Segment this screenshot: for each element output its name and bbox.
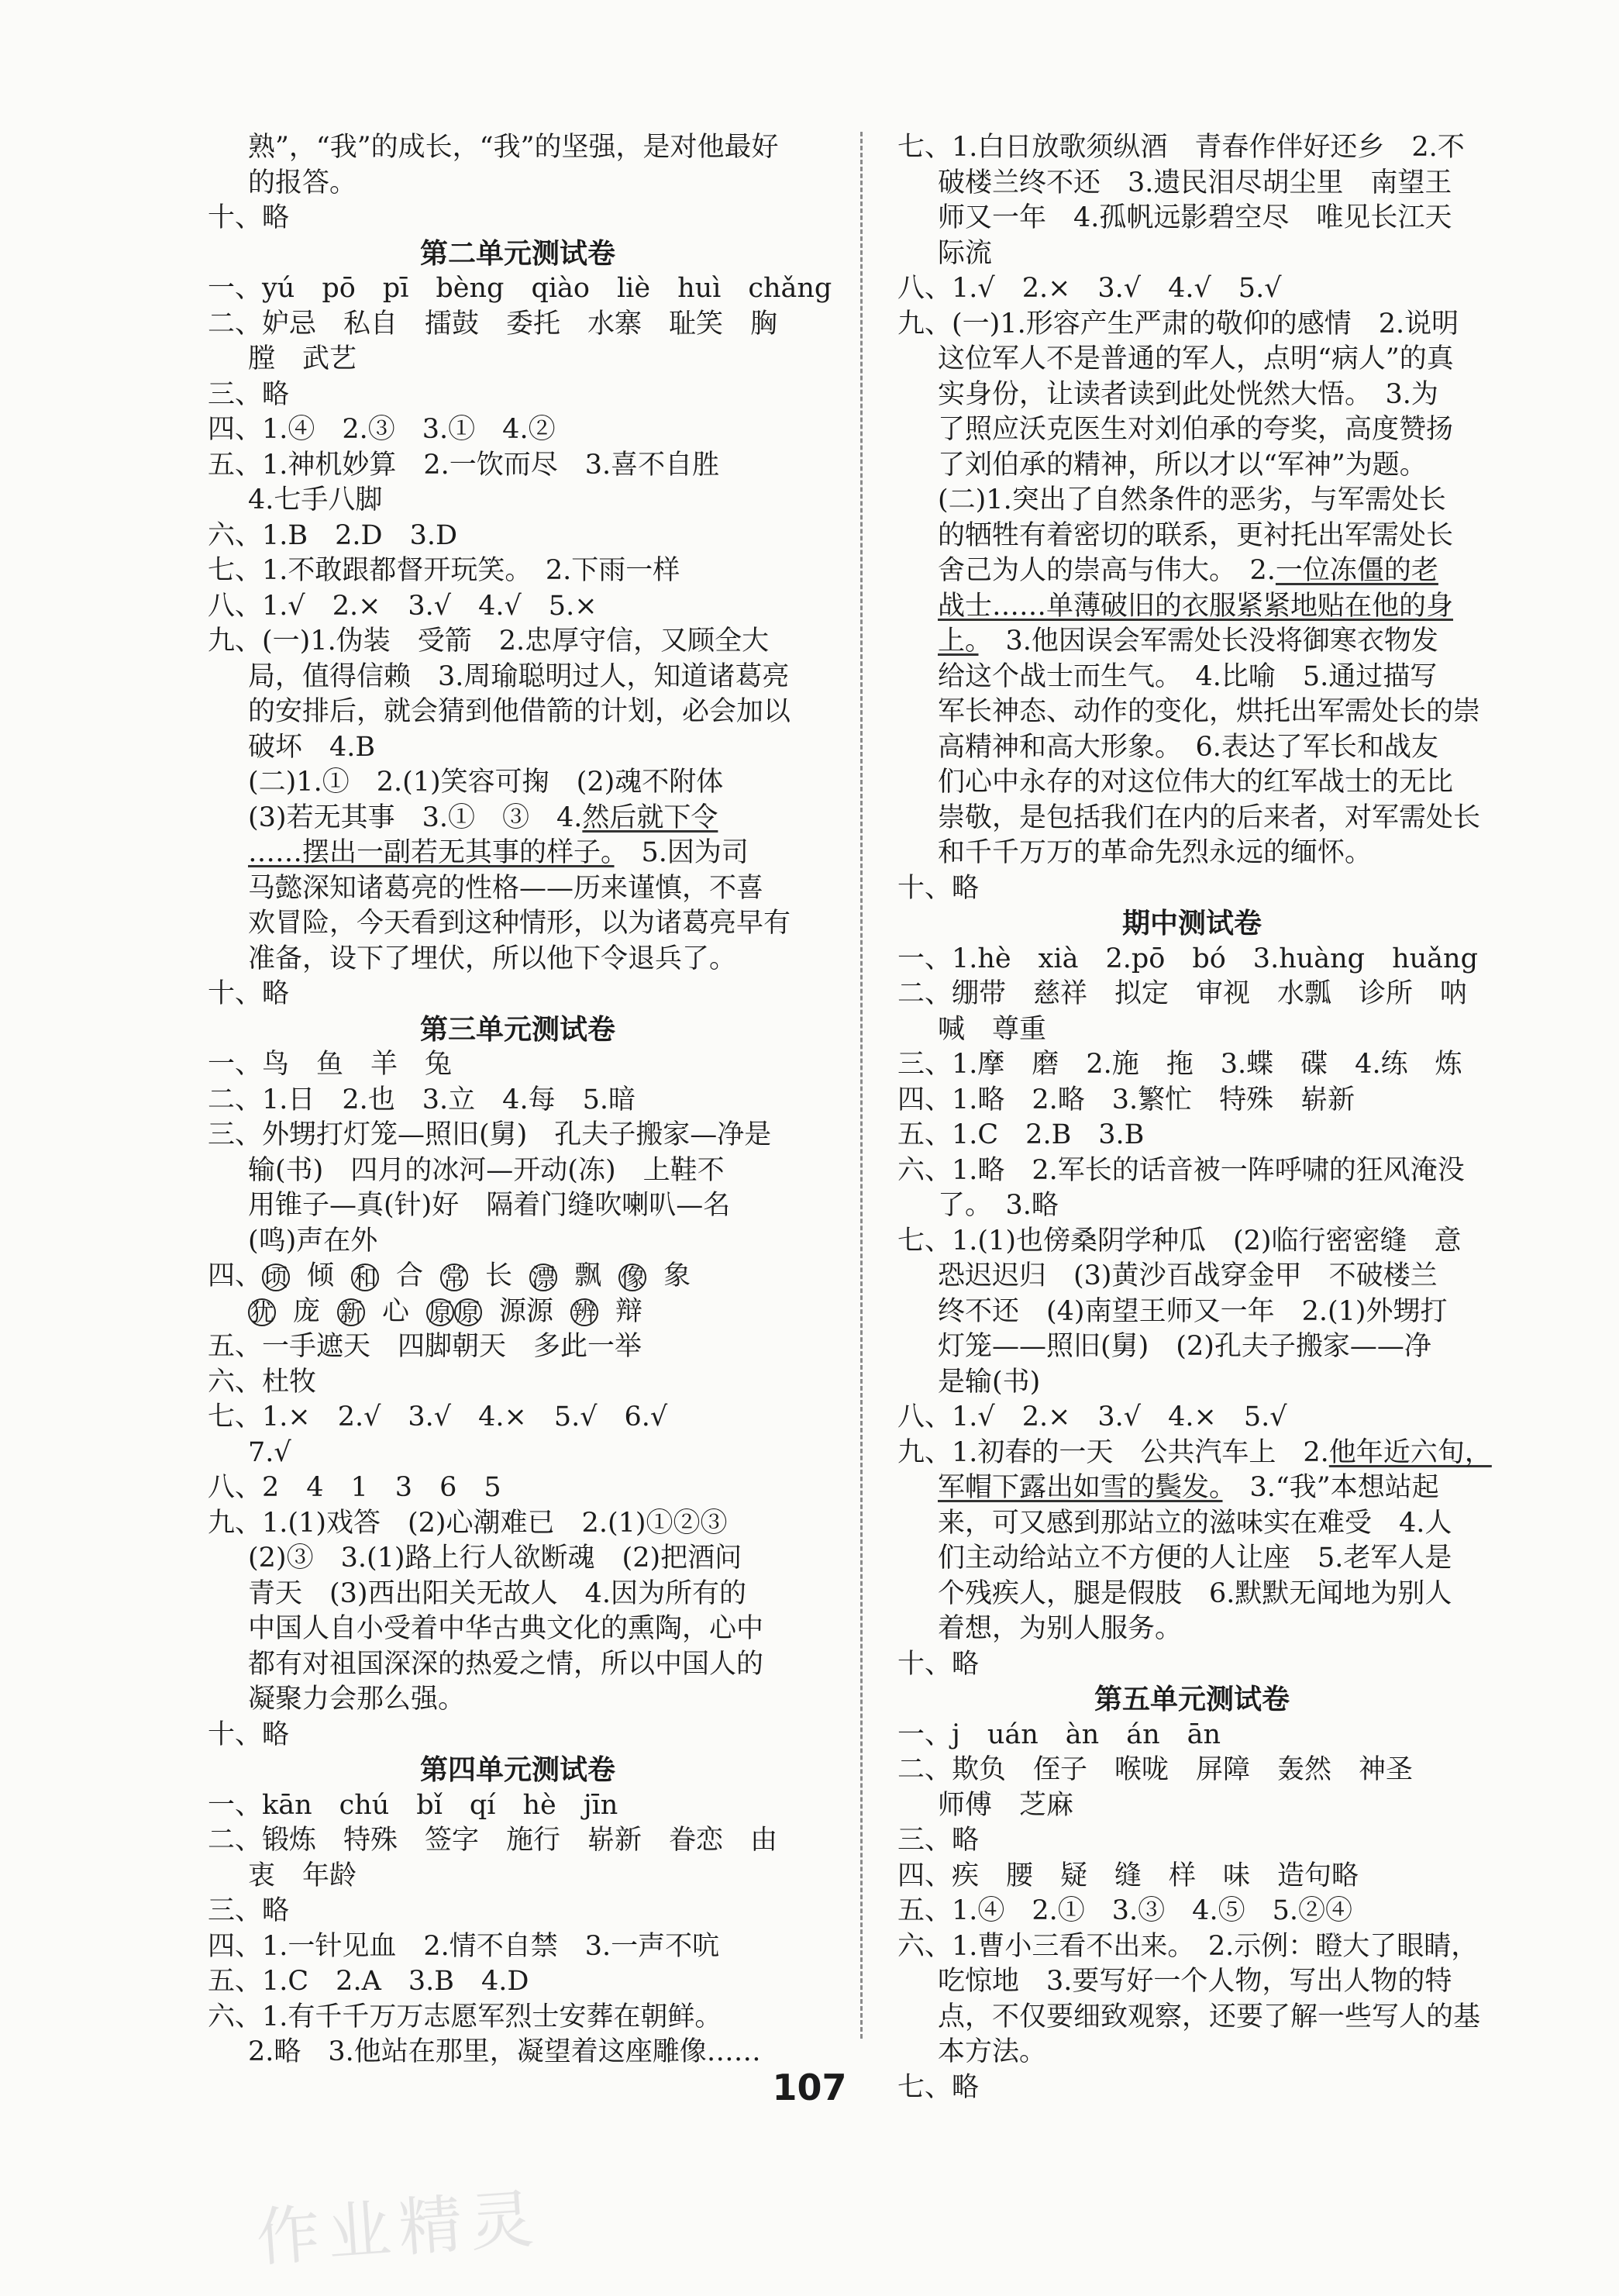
answer-line: 中国人自小受着中华古典文化的熏陶，心中: [248, 1613, 764, 1644]
answer-line: 十、略: [208, 978, 290, 1009]
right-column: [897, 130, 1492, 2105]
circled-word: [618, 1260, 646, 1291]
answer-line: 一、kān chú bǐ qí hè jīn: [208, 1789, 618, 1821]
circled-word: [351, 1260, 379, 1291]
answer-line: 九、1.初春的一天 公共汽车上 2.他年近六旬，: [897, 1436, 1492, 1468]
answer-line: 灯笼——照旧(舅) (2)孔夫子搬家——净: [938, 1331, 1431, 1362]
watermark: 作业精灵: [253, 2182, 544, 2276]
answer-line: 五、1.④ 2.① 3.③ 4.⑤ 5.②④: [897, 1895, 1352, 1926]
circled-word: [529, 1260, 557, 1291]
answer-line: 衷 年龄: [248, 1860, 357, 1891]
answer-line: 来，可又感到那站立的滋味实在难受 4.人: [938, 1507, 1452, 1539]
answer-line: 个残疾人，腿是假肢 6.默默无闻地为别人: [938, 1577, 1452, 1609]
answer-line: 三、略: [208, 1895, 290, 1926]
circled-character: 常: [440, 1263, 468, 1291]
circled-character: 辨: [570, 1298, 598, 1326]
answer-line: 五、1.神机妙算 2.一饮而尽 3.喜不自胜: [208, 449, 720, 481]
plain-word: 飘: [574, 1260, 602, 1291]
answer-line: 点，不仅要细致观察，还要了解一些写人的基: [938, 2001, 1481, 2032]
answer-line: 是输(书): [938, 1366, 1041, 1398]
answer-line: 本方法。: [938, 2036, 1047, 2067]
circled-character: 犹: [248, 1298, 276, 1326]
answer-line: 八、2 4 1 3 6 5: [208, 1472, 501, 1503]
answer-line: (二)1.① 2.(1)笑容可掬 (2)魂不附体: [248, 767, 724, 798]
answer-line: 恐迟迟归 (3)黄沙百战穿金甲 不破楼兰: [938, 1260, 1438, 1291]
answer-line: 七、略: [897, 2071, 980, 2103]
answer-line: ……摆出一副若无其事的样子。 5.因为司: [248, 837, 749, 868]
answer-line: 舍己为人的崇高与伟大。 2.一位冻僵的老: [938, 555, 1438, 586]
answer-line: 都有对祖国深深的热爱之情，所以中国人的: [248, 1648, 764, 1680]
answer-line: 十、略: [208, 202, 290, 233]
answer-line: 二、欺负 侄子 喉咙 屏障 轰然 神圣: [897, 1754, 1414, 1785]
answer-line: 军长神态、动作的变化，烘托出军需处长的崇: [938, 696, 1481, 727]
circled-character: 和: [351, 1263, 379, 1291]
circled-character: 新: [337, 1298, 365, 1326]
answer-line: 五、1.C 2.A 3.B 4.D: [208, 1966, 529, 1997]
answer-line: 吃惊地 3.要写好一个人物，写出人物的特: [938, 1966, 1452, 1997]
answer-line: 输(书) 四月的冰河—开动(冻) 上鞋不: [248, 1154, 725, 1186]
answer-line: 4.七手八脚: [248, 484, 383, 515]
question-number: 四、: [208, 1260, 263, 1291]
answer-line: 四、1.④ 2.③ 3.① 4.②: [208, 414, 556, 445]
section-title: 第四单元测试卷: [419, 1753, 615, 1786]
circled-word: [426, 1296, 482, 1327]
answer-line: 七、1.白日放歌须纵酒 青春作伴好还乡 2.不: [897, 132, 1465, 163]
answer-line: 十、略: [897, 1648, 980, 1680]
circled-character: 顷: [262, 1263, 290, 1291]
section-title: 第二单元测试卷: [419, 236, 615, 270]
answer-line: 二、妒忌 私自 擂鼓 委托 水寨 耻笑 胸: [208, 308, 778, 340]
answer-line: 九、(一)1.形容产生严肃的敬仰的感情 2.说明: [897, 308, 1459, 340]
plain-word: 象: [663, 1260, 691, 1291]
answer-line: (3)若无其事 3.① ③ 4.然后就下令: [248, 802, 718, 833]
page-number: 107: [772, 2067, 847, 2108]
circled-character: 像: [618, 1263, 646, 1291]
answer-line: 高精神和高大形象。 6.表达了军长和战友: [938, 731, 1438, 763]
circled-answer-line: [208, 1259, 828, 1295]
plain-word: 合: [396, 1260, 424, 1291]
answer-line: 七、1.× 2.√ 3.√ 4.× 5.√ 6.√: [208, 1401, 668, 1432]
answer-line: 了刘伯承的精神，所以才以“军神”为题。: [938, 449, 1427, 481]
answer-line: 一、j uán àn án ān: [897, 1719, 1221, 1750]
answer-line: 六、1.B 2.D 3.D: [208, 519, 458, 551]
answer-line: 一、1.hè xià 2.pō bó 3.huàng huǎng: [897, 943, 1478, 974]
answer-line: 七、1.(1)也傍桑阴学种瓜 (2)临行密密缝 意: [897, 1225, 1462, 1257]
underlined-answer: 上。: [938, 626, 979, 657]
underlined-answer: 他年近六旬，: [1328, 1436, 1492, 1468]
answer-line: 这位军人不是普通的军人，点明“病人”的真: [938, 343, 1454, 374]
answer-line: 7.√: [248, 1436, 291, 1468]
circled-word: [570, 1296, 598, 1327]
answer-line: 师又一年 4.孤帆远影碧空尽 唯见长江天: [938, 202, 1452, 233]
answer-line: 二、锻炼 特殊 签字 施行 崭新 眷恋 由: [208, 1825, 778, 1856]
answer-line: 和千千万万的革命先烈永远的缅怀。: [938, 837, 1373, 868]
column-divider: [860, 132, 863, 2039]
underlined-answer: 战士……单薄破旧的衣服紧紧地贴在他的身: [938, 590, 1454, 622]
answer-line: 军帽下露出如雪的鬓发。 3.“我”本想站起: [938, 1472, 1439, 1503]
underlined-answer: ……摆出一副若无其事的样子。: [248, 837, 615, 868]
answer-line: 二、绷带 慈祥 拟定 审视 水瓢 诊所 呐: [897, 978, 1468, 1009]
answer-line: 2.略 3.他站在那里，凝望着这座雕像……: [248, 2036, 761, 2067]
plain-word: 倾: [307, 1260, 335, 1291]
section-title: 期中测试卷: [1121, 907, 1262, 939]
answer-line: 上。 3.他因误会军需处长没将御寒衣物发: [938, 626, 1438, 657]
answer-line: 六、杜牧: [208, 1366, 317, 1398]
underlined-answer: 军帽下露出如雪的鬓发。: [938, 1472, 1223, 1503]
answer-line: 凝聚力会那么强。: [248, 1684, 466, 1715]
answer-line: 用锥子—真(针)好 隔着门缝吹喇叭—名: [248, 1190, 731, 1221]
answer-line: 三、略: [897, 1825, 980, 1856]
plain-word: 庞: [293, 1295, 321, 1327]
section-title: 第五单元测试卷: [1094, 1683, 1290, 1715]
answer-line: 给这个战士而生气。 4.比喻 5.通过描写: [938, 660, 1438, 692]
circled-word: [248, 1296, 276, 1327]
answer-line: 六、1.有千千万万志愿军烈士安葬在朝鲜。: [208, 2001, 722, 2032]
answer-line: 一、鸟 鱼 羊 兔: [208, 1049, 453, 1080]
answer-line: 了照应沃克医生对刘伯承的夸奖，高度赞扬: [938, 414, 1454, 445]
answer-line: 四、疾 腰 疑 缝 样 味 造句略: [897, 1860, 1359, 1891]
answer-line: 十、略: [897, 872, 980, 904]
plain-word: 心: [382, 1295, 410, 1327]
answer-line: 准备，设下了埋伏，所以他下令退兵了。: [248, 943, 737, 974]
answer-line: 四、1.略 2.略 3.繁忙 特殊 崭新: [897, 1084, 1355, 1115]
answer-line: 十、略: [208, 1719, 290, 1750]
answer-line: (二)1.突出了自然条件的恶劣，与军需处长: [938, 484, 1446, 515]
answer-line: 欢冒险，今天看到这种情形，以为诸葛亮早有: [248, 908, 791, 939]
answer-line: 际流: [938, 237, 993, 269]
answer-line: 八、1.√ 2.× 3.√ 4.× 5.√: [897, 1401, 1287, 1432]
circled-word: [440, 1260, 468, 1291]
answer-line: 的牺牲有着密切的联系，更衬托出军需处长: [938, 519, 1454, 551]
answer-line: 实身份，让读者读到此处恍然大悟。 3.为: [938, 378, 1438, 410]
section-title: 第三单元测试卷: [419, 1012, 615, 1046]
answer-line: 终不还 (4)南望王师又一年 2.(1)外甥打: [938, 1295, 1448, 1327]
answer-line: 六、1.略 2.军长的话音被一阵呼啸的狂风淹没: [897, 1154, 1465, 1186]
answer-line: 喊 尊重: [938, 1013, 1047, 1045]
circled-word: [262, 1260, 290, 1291]
left-column: [208, 130, 832, 2070]
answer-line: 马懿深知诸葛亮的性格——历来谨慎，不喜: [248, 872, 764, 904]
answer-line: 三、1.摩 磨 2.施 拖 3.蝶 碟 4.练 炼: [897, 1049, 1462, 1080]
circled-answer-line: [208, 1295, 828, 1330]
underlined-answer: 一位冻僵的老: [1275, 555, 1438, 586]
answer-line: 三、外甥打灯笼—照旧(舅) 孔夫子搬家—净是: [208, 1119, 772, 1150]
answer-line: 的安排后，就会猜到他借箭的计划，必会加以: [248, 696, 791, 727]
answer-line: 师傅 芝麻: [938, 1789, 1074, 1821]
answer-line: (鸣)声在外: [248, 1225, 378, 1257]
answer-line: 八、1.√ 2.× 3.√ 4.√ 5.×: [208, 590, 598, 622]
answer-line: 熟”，“我”的成长，“我”的坚强，是对他最好: [248, 132, 779, 163]
answer-line: 膛 武艺: [248, 343, 357, 374]
answer-line: 四、1.一针见血 2.情不自禁 3.一声不吭: [208, 1930, 720, 1962]
answer-line: 破坏 4.B: [248, 731, 376, 763]
answer-line: 着想，为别人服务。: [938, 1613, 1183, 1644]
circled-character: 原: [426, 1298, 454, 1326]
answer-line: 局，值得信赖 3.周瑜聪明过人，知道诸葛亮: [248, 660, 790, 692]
answer-line: 五、一手遮天 四脚朝天 多此一举: [208, 1331, 642, 1362]
answer-line: 一、yú pō pī bèng qiào liè huì chǎng: [208, 273, 832, 304]
answer-line: 六、1.曹小三看不出来。 2.示例：瞪大了眼睛，: [897, 1930, 1479, 1962]
answer-line: 七、1.不敢跟都督开玩笑。 2.下雨一样: [208, 555, 680, 586]
circled-character: 原: [454, 1298, 482, 1326]
answer-line: 们心中永存的对这位伟大的红军战士的无比: [938, 767, 1454, 798]
answer-line: 二、1.日 2.也 3.立 4.每 5.暗: [208, 1084, 636, 1115]
answer-line: 五、1.C 2.B 3.B: [897, 1119, 1145, 1150]
answer-line: 三、略: [208, 378, 290, 410]
answer-line: (2)③ 3.(1)路上行人欲断魂 (2)把酒问: [248, 1543, 742, 1574]
answer-line: 了。 3.略: [938, 1190, 1059, 1221]
plain-word: 源源: [499, 1295, 554, 1327]
circled-character: 漂: [529, 1263, 557, 1291]
answer-line: 的报答。: [248, 167, 357, 198]
answer-line: 八、1.√ 2.× 3.√ 4.√ 5.√: [897, 273, 1282, 304]
answer-line: 们主动给站立不方便的人让座 5.老军人是: [938, 1543, 1452, 1574]
answer-line: 九、(一)1.伪装 受箭 2.忠厚守信，又顾全大: [208, 626, 770, 657]
underlined-answer: 然后就下令: [582, 802, 718, 833]
answer-line: 破楼兰终不还 3.遗民泪尽胡尘里 南望王: [938, 167, 1452, 198]
answer-line: 九、1.(1)戏答 (2)心潮难已 2.(1)①②③: [208, 1507, 728, 1539]
answer-line: [897, 589, 1486, 625]
answer-line: 青天 (3)西出阳关无故人 4.因为所有的: [248, 1577, 746, 1609]
plain-word: 辩: [615, 1295, 643, 1327]
answer-line: 崇敬，是包括我们在内的后来者，对军需处长: [938, 802, 1481, 833]
plain-word: 长: [485, 1260, 513, 1291]
circled-word: [337, 1296, 365, 1327]
